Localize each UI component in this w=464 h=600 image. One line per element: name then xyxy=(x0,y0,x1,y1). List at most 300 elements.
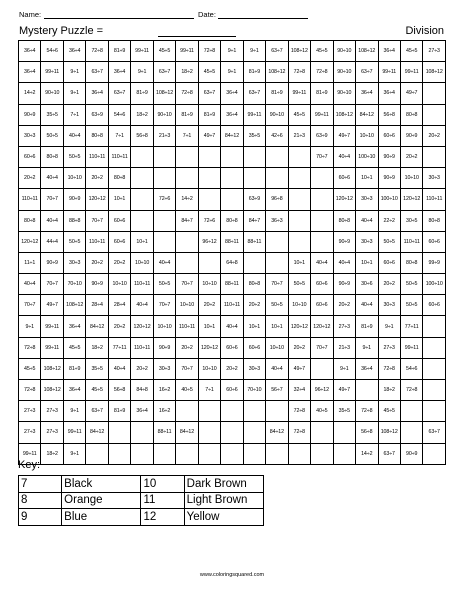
grid-cell: 90÷9 xyxy=(19,104,41,125)
grid-cell: 99÷11 xyxy=(243,104,265,125)
grid-cell xyxy=(198,401,220,422)
grid-cell: 56÷8 xyxy=(378,104,400,125)
grid-cell: 81÷9 xyxy=(63,358,85,379)
grid-cell: 14÷2 xyxy=(176,189,198,210)
grid-cell: 40÷4 xyxy=(131,295,153,316)
grid-cell: 72÷8 xyxy=(400,380,422,401)
grid-cell: 45÷5 xyxy=(400,41,422,62)
grid-cell: 50÷5 xyxy=(41,125,63,146)
grid-cell: 10÷10 xyxy=(400,168,422,189)
grid-cell: 110÷11 xyxy=(131,337,153,358)
grid-cell: 60÷6 xyxy=(423,295,446,316)
grid-cell: 27÷3 xyxy=(41,401,63,422)
grid-row xyxy=(19,210,446,231)
grid-cell: 100÷10 xyxy=(378,189,400,210)
grid-cell: 110÷11 xyxy=(19,189,41,210)
grid-row xyxy=(19,358,446,379)
grid-cell: 81÷9 xyxy=(131,83,153,104)
grid-cell: 45÷5 xyxy=(153,41,175,62)
grid-cell: 90÷10 xyxy=(41,83,63,104)
grid-cell: 40÷4 xyxy=(356,210,378,231)
grid-cell xyxy=(288,146,310,167)
grid-cell xyxy=(198,422,220,443)
key-color: Blue xyxy=(62,509,141,526)
grid-cell xyxy=(333,443,355,464)
grid-cell xyxy=(243,422,265,443)
grid-cell: 10÷10 xyxy=(266,337,288,358)
grid-cell: 99÷11 xyxy=(41,337,63,358)
grid-cell: 99÷11 xyxy=(288,83,310,104)
grid-row xyxy=(19,125,446,146)
grid-cell xyxy=(311,422,333,443)
division-label: Division xyxy=(405,25,444,37)
name-date-line xyxy=(18,8,446,20)
grid-cell: 35÷5 xyxy=(333,401,355,422)
grid-cell xyxy=(243,146,265,167)
grid-cell: 10÷10 xyxy=(108,274,130,295)
grid-cell: 30÷6 xyxy=(356,274,378,295)
grid-cell: 90÷10 xyxy=(333,41,355,62)
grid-cell xyxy=(176,146,198,167)
grid-cell: 84÷12 xyxy=(266,422,288,443)
date-label: Date: xyxy=(198,10,216,19)
grid-cell: 40÷4 xyxy=(41,210,63,231)
grid-cell xyxy=(266,168,288,189)
grid-cell: 30÷3 xyxy=(19,125,41,146)
grid-cell: 27÷3 xyxy=(41,422,63,443)
grid-cell: 20÷2 xyxy=(19,168,41,189)
grid-cell: 72÷8 xyxy=(86,41,108,62)
grid-cell: 50÷5 xyxy=(266,295,288,316)
key-row xyxy=(19,509,264,526)
key-color: Dark Brown xyxy=(184,476,263,493)
grid-cell: 27÷3 xyxy=(378,337,400,358)
grid-cell: 30÷3 xyxy=(356,189,378,210)
grid-cell: 60÷6 xyxy=(108,210,130,231)
grid-cell: 36÷4 xyxy=(221,83,243,104)
grid-cell: 20÷2 xyxy=(86,252,108,273)
grid-cell: 36÷4 xyxy=(86,83,108,104)
site-footer: www.coloringsquared.com xyxy=(199,572,265,578)
grid-cell: 45÷5 xyxy=(198,62,220,83)
grid-cell xyxy=(423,358,446,379)
grid-cell: 72÷6 xyxy=(198,210,220,231)
grid-cell xyxy=(198,189,220,210)
grid-cell: 49÷7 xyxy=(333,125,355,146)
grid-cell: 110÷11 xyxy=(108,146,130,167)
grid-cell: 36÷4 xyxy=(378,41,400,62)
grid-cell: 45÷5 xyxy=(86,380,108,401)
grid-cell: 49÷7 xyxy=(288,358,310,379)
grid-cell: 54÷6 xyxy=(400,358,422,379)
grid-cell: 49÷7 xyxy=(198,125,220,146)
grid-cell: 70÷7 xyxy=(176,358,198,379)
grid-cell: 60÷6 xyxy=(311,295,333,316)
grid-cell: 84÷12 xyxy=(86,422,108,443)
grid-cell xyxy=(333,422,355,443)
grid-cell: 42÷6 xyxy=(266,125,288,146)
grid-cell: 7÷1 xyxy=(63,104,85,125)
grid-cell: 40÷4 xyxy=(356,295,378,316)
grid-row xyxy=(19,104,446,125)
grid-cell xyxy=(423,316,446,337)
grid-cell xyxy=(266,401,288,422)
grid-cell: 90÷9 xyxy=(86,274,108,295)
grid-row xyxy=(19,252,446,273)
grid-cell xyxy=(423,443,446,464)
grid-cell: 50÷5 xyxy=(63,146,85,167)
grid-cell: 10÷1 xyxy=(131,231,153,252)
grid-cell xyxy=(243,401,265,422)
key-number: 9 xyxy=(19,509,62,526)
grid-cell xyxy=(266,231,288,252)
key-row xyxy=(19,476,264,493)
grid-cell: 20÷2 xyxy=(221,358,243,379)
grid-cell: 60÷6 xyxy=(378,252,400,273)
grid-cell xyxy=(400,422,422,443)
grid-cell xyxy=(243,252,265,273)
grid-cell: 70÷7 xyxy=(311,337,333,358)
grid-cell: 120÷12 xyxy=(288,316,310,337)
grid-cell: 88÷8 xyxy=(63,210,85,231)
grid-cell: 7÷1 xyxy=(198,380,220,401)
grid-cell: 63÷9 xyxy=(311,125,333,146)
grid-cell xyxy=(311,189,333,210)
grid-cell: 70÷7 xyxy=(153,295,175,316)
grid-cell: 30÷3 xyxy=(356,231,378,252)
grid-row xyxy=(19,443,446,464)
grid-cell: 45÷5 xyxy=(378,401,400,422)
grid-cell: 99÷11 xyxy=(400,337,422,358)
grid-cell: 60÷6 xyxy=(221,337,243,358)
grid-row xyxy=(19,380,446,401)
grid-cell: 63÷7 xyxy=(243,83,265,104)
grid-cell: 72÷8 xyxy=(176,83,198,104)
grid-cell: 110÷11 xyxy=(176,316,198,337)
grid-cell: 72÷6 xyxy=(153,189,175,210)
grid-cell: 99÷11 xyxy=(400,62,422,83)
grid-cell: 63÷7 xyxy=(86,401,108,422)
grid-cell: 100÷10 xyxy=(423,274,446,295)
grid-cell: 20÷2 xyxy=(423,125,446,146)
grid-cell: 50÷5 xyxy=(378,231,400,252)
grid-cell: 20÷2 xyxy=(288,337,310,358)
grid-cell: 56÷7 xyxy=(266,380,288,401)
grid-cell: 7÷1 xyxy=(176,125,198,146)
grid-cell xyxy=(86,443,108,464)
grid-cell: 56÷8 xyxy=(356,422,378,443)
grid-cell: 81÷9 xyxy=(108,401,130,422)
grid-cell: 70÷7 xyxy=(41,274,63,295)
grid-cell xyxy=(423,104,446,125)
grid-cell: 84÷7 xyxy=(176,210,198,231)
grid-cell: 81÷9 xyxy=(176,104,198,125)
grid-cell xyxy=(131,146,153,167)
grid-cell: 9÷1 xyxy=(63,83,85,104)
grid-cell: 36÷4 xyxy=(19,62,41,83)
grid-cell: 63÷7 xyxy=(423,422,446,443)
grid-cell: 40÷4 xyxy=(108,358,130,379)
grid-cell: 90÷9 xyxy=(378,168,400,189)
grid-cell: 90÷10 xyxy=(266,104,288,125)
grid-cell: 56÷8 xyxy=(131,125,153,146)
grid-cell xyxy=(131,443,153,464)
answer-line xyxy=(158,36,236,37)
grid-cell: 84÷12 xyxy=(176,422,198,443)
grid-cell: 120÷12 xyxy=(19,231,41,252)
grid-cell xyxy=(198,252,220,273)
name-label: Name: xyxy=(19,10,42,19)
grid-cell: 50÷5 xyxy=(63,231,85,252)
grid-cell: 90÷9 xyxy=(333,231,355,252)
grid-cell xyxy=(153,443,175,464)
grid-cell xyxy=(176,168,198,189)
grid-cell xyxy=(221,401,243,422)
grid-cell: 63÷7 xyxy=(108,83,130,104)
grid-cell: 99÷11 xyxy=(41,62,63,83)
grid-cell: 120÷12 xyxy=(86,189,108,210)
grid-cell: 9÷1 xyxy=(333,358,355,379)
grid-cell xyxy=(131,168,153,189)
grid-cell: 70÷7 xyxy=(41,189,63,210)
grid-cell xyxy=(153,231,175,252)
grid-cell: 9÷1 xyxy=(63,443,85,464)
grid-cell: 84÷8 xyxy=(131,380,153,401)
grid-cell xyxy=(311,231,333,252)
grid-cell xyxy=(221,422,243,443)
grid-cell: 20÷2 xyxy=(108,316,130,337)
grid-cell: 99÷11 xyxy=(378,62,400,83)
key-number: 8 xyxy=(19,492,62,509)
grid-cell: 35÷5 xyxy=(41,104,63,125)
grid-cell: 81÷9 xyxy=(108,41,130,62)
grid-cell xyxy=(311,443,333,464)
grid-cell xyxy=(176,401,198,422)
grid-cell: 35÷5 xyxy=(86,358,108,379)
grid-cell: 36÷4 xyxy=(356,83,378,104)
grid-row xyxy=(19,422,446,443)
grid-row xyxy=(19,168,446,189)
grid-cell: 99÷11 xyxy=(19,443,41,464)
grid-cell: 9÷1 xyxy=(221,41,243,62)
grid-cell: 36÷4 xyxy=(131,401,153,422)
grid-cell: 108÷12 xyxy=(423,62,446,83)
grid-row xyxy=(19,401,446,422)
grid-cell: 30÷3 xyxy=(378,295,400,316)
grid-cell: 120÷12 xyxy=(311,316,333,337)
grid-cell: 20÷2 xyxy=(86,168,108,189)
grid-cell: 50÷5 xyxy=(288,274,310,295)
grid-cell: 36÷4 xyxy=(221,104,243,125)
grid-cell: 49÷7 xyxy=(333,380,355,401)
grid-cell: 27÷3 xyxy=(19,401,41,422)
grid-cell: 21÷3 xyxy=(153,125,175,146)
grid-cell xyxy=(311,358,333,379)
grid-cell xyxy=(153,210,175,231)
grid-row xyxy=(19,62,446,83)
grid-cell: 9÷1 xyxy=(19,316,41,337)
grid-cell xyxy=(356,380,378,401)
grid-cell: 90÷10 xyxy=(333,62,355,83)
grid-cell: 80÷8 xyxy=(19,210,41,231)
grid-cell: 108÷12 xyxy=(333,104,355,125)
grid-cell: 80÷8 xyxy=(423,210,446,231)
grid-cell: 45÷5 xyxy=(63,337,85,358)
grid-cell xyxy=(131,189,153,210)
grid-cell: 36÷4 xyxy=(63,380,85,401)
grid-cell: 40÷4 xyxy=(266,358,288,379)
grid-cell xyxy=(423,401,446,422)
key-number: 7 xyxy=(19,476,62,493)
grid-cell: 90÷9 xyxy=(400,125,422,146)
grid-cell: 99÷11 xyxy=(63,422,85,443)
grid-cell: 10÷10 xyxy=(131,252,153,273)
grid-cell: 30÷3 xyxy=(243,358,265,379)
grid-cell: 27÷3 xyxy=(19,422,41,443)
grid-cell: 49÷7 xyxy=(41,295,63,316)
grid-cell: 80÷8 xyxy=(221,210,243,231)
grid-cell: 20÷2 xyxy=(108,252,130,273)
page-title: Mystery Puzzle = xyxy=(19,25,104,37)
grid-cell: 9÷1 xyxy=(63,401,85,422)
grid-cell: 10÷1 xyxy=(198,316,220,337)
grid-row xyxy=(19,146,446,167)
grid-cell xyxy=(221,168,243,189)
grid-cell: 70÷7 xyxy=(176,274,198,295)
grid-cell: 10÷1 xyxy=(356,168,378,189)
grid-cell: 120÷12 xyxy=(198,337,220,358)
grid-cell: 40÷4 xyxy=(41,168,63,189)
grid-cell: 20÷2 xyxy=(378,274,400,295)
grid-cell: 7÷1 xyxy=(108,125,130,146)
grid-cell: 40÷4 xyxy=(63,125,85,146)
grid-cell: 88÷11 xyxy=(221,231,243,252)
grid-cell: 36÷4 xyxy=(63,316,85,337)
grid-cell: 70÷7 xyxy=(19,295,41,316)
grid-cell: 10÷10 xyxy=(153,316,175,337)
grid-cell xyxy=(266,146,288,167)
grid-row xyxy=(19,83,446,104)
grid-cell: 45÷5 xyxy=(19,358,41,379)
grid-cell xyxy=(243,443,265,464)
grid-cell: 60÷6 xyxy=(221,380,243,401)
grid-cell: 10÷1 xyxy=(243,316,265,337)
grid-cell xyxy=(266,252,288,273)
grid-cell xyxy=(311,168,333,189)
grid-cell: 96÷8 xyxy=(266,189,288,210)
grid-cell: 108÷12 xyxy=(63,295,85,316)
grid-cell: 81÷9 xyxy=(243,62,265,83)
grid-cell: 90÷9 xyxy=(400,443,422,464)
grid-cell: 21÷3 xyxy=(288,125,310,146)
grid-cell: 60÷6 xyxy=(423,231,446,252)
grid-cell: 84÷7 xyxy=(243,210,265,231)
grid-cell xyxy=(153,168,175,189)
grid-cell: 16÷2 xyxy=(153,380,175,401)
grid-cell: 84÷12 xyxy=(356,104,378,125)
grid-cell: 108÷12 xyxy=(153,83,175,104)
grid-cell: 9÷1 xyxy=(131,62,153,83)
grid-cell: 100÷10 xyxy=(356,146,378,167)
grid-cell: 80÷8 xyxy=(400,252,422,273)
grid-cell: 30÷5 xyxy=(400,210,422,231)
grid-cell: 9÷1 xyxy=(63,62,85,83)
grid-cell: 30÷3 xyxy=(423,168,446,189)
grid-cell: 54÷6 xyxy=(41,41,63,62)
key-color: Orange xyxy=(62,492,141,509)
grid-cell: 14÷2 xyxy=(19,83,41,104)
grid-row xyxy=(19,41,446,62)
grid-cell: 80÷8 xyxy=(86,125,108,146)
grid-cell: 36÷4 xyxy=(356,358,378,379)
grid-cell: 10÷1 xyxy=(266,316,288,337)
grid-cell: 108÷12 xyxy=(41,358,63,379)
grid-cell: 72÷8 xyxy=(19,337,41,358)
grid-cell: 81÷9 xyxy=(198,104,220,125)
key-title: Key: xyxy=(18,459,41,471)
grid-cell: 99÷11 xyxy=(176,41,198,62)
grid-cell: 99÷9 xyxy=(423,252,446,273)
grid-cell: 60÷6 xyxy=(19,146,41,167)
grid-cell: 36÷4 xyxy=(19,41,41,62)
grid-cell: 70÷10 xyxy=(63,274,85,295)
grid-cell: 90÷10 xyxy=(153,104,175,125)
grid-cell: 81÷9 xyxy=(266,83,288,104)
grid-cell: 120÷12 xyxy=(131,316,153,337)
name-line xyxy=(44,18,194,19)
grid-cell xyxy=(176,443,198,464)
grid-cell: 63÷7 xyxy=(198,83,220,104)
grid-cell: 45÷5 xyxy=(288,104,310,125)
grid-cell: 18÷2 xyxy=(176,62,198,83)
date-line xyxy=(218,18,308,19)
grid-cell: 99÷11 xyxy=(41,316,63,337)
grid-cell: 50÷5 xyxy=(153,274,175,295)
grid-cell: 18÷2 xyxy=(41,443,63,464)
grid-cell: 10÷10 xyxy=(356,125,378,146)
grid-row xyxy=(19,274,446,295)
grid-cell: 63÷7 xyxy=(153,62,175,83)
grid-cell: 30÷3 xyxy=(153,358,175,379)
grid-cell: 20÷2 xyxy=(198,295,220,316)
grid-cell: 99÷11 xyxy=(311,104,333,125)
grid-cell: 10÷10 xyxy=(288,295,310,316)
grid-cell xyxy=(198,168,220,189)
grid-cell: 21÷3 xyxy=(333,337,355,358)
grid-cell: 70÷10 xyxy=(243,380,265,401)
grid-cell: 10÷1 xyxy=(108,189,130,210)
grid-row xyxy=(19,316,446,337)
grid-cell: 90÷9 xyxy=(333,274,355,295)
grid-cell: 110÷11 xyxy=(86,231,108,252)
grid-cell: 60÷6 xyxy=(243,337,265,358)
grid-cell: 14÷2 xyxy=(356,443,378,464)
grid-cell: 27÷3 xyxy=(423,41,446,62)
grid-cell xyxy=(423,83,446,104)
grid-cell: 30÷3 xyxy=(63,252,85,273)
grid-cell xyxy=(108,443,130,464)
grid-cell: 70÷7 xyxy=(266,274,288,295)
grid-cell xyxy=(198,146,220,167)
grid-cell: 20÷2 xyxy=(243,295,265,316)
grid-cell: 90÷9 xyxy=(63,189,85,210)
grid-cell: 18÷2 xyxy=(378,380,400,401)
grid-cell: 70÷7 xyxy=(86,210,108,231)
grid-cell: 20÷2 xyxy=(131,358,153,379)
grid-cell: 49÷7 xyxy=(400,83,422,104)
grid-cell xyxy=(288,231,310,252)
grid-cell: 72÷8 xyxy=(356,401,378,422)
